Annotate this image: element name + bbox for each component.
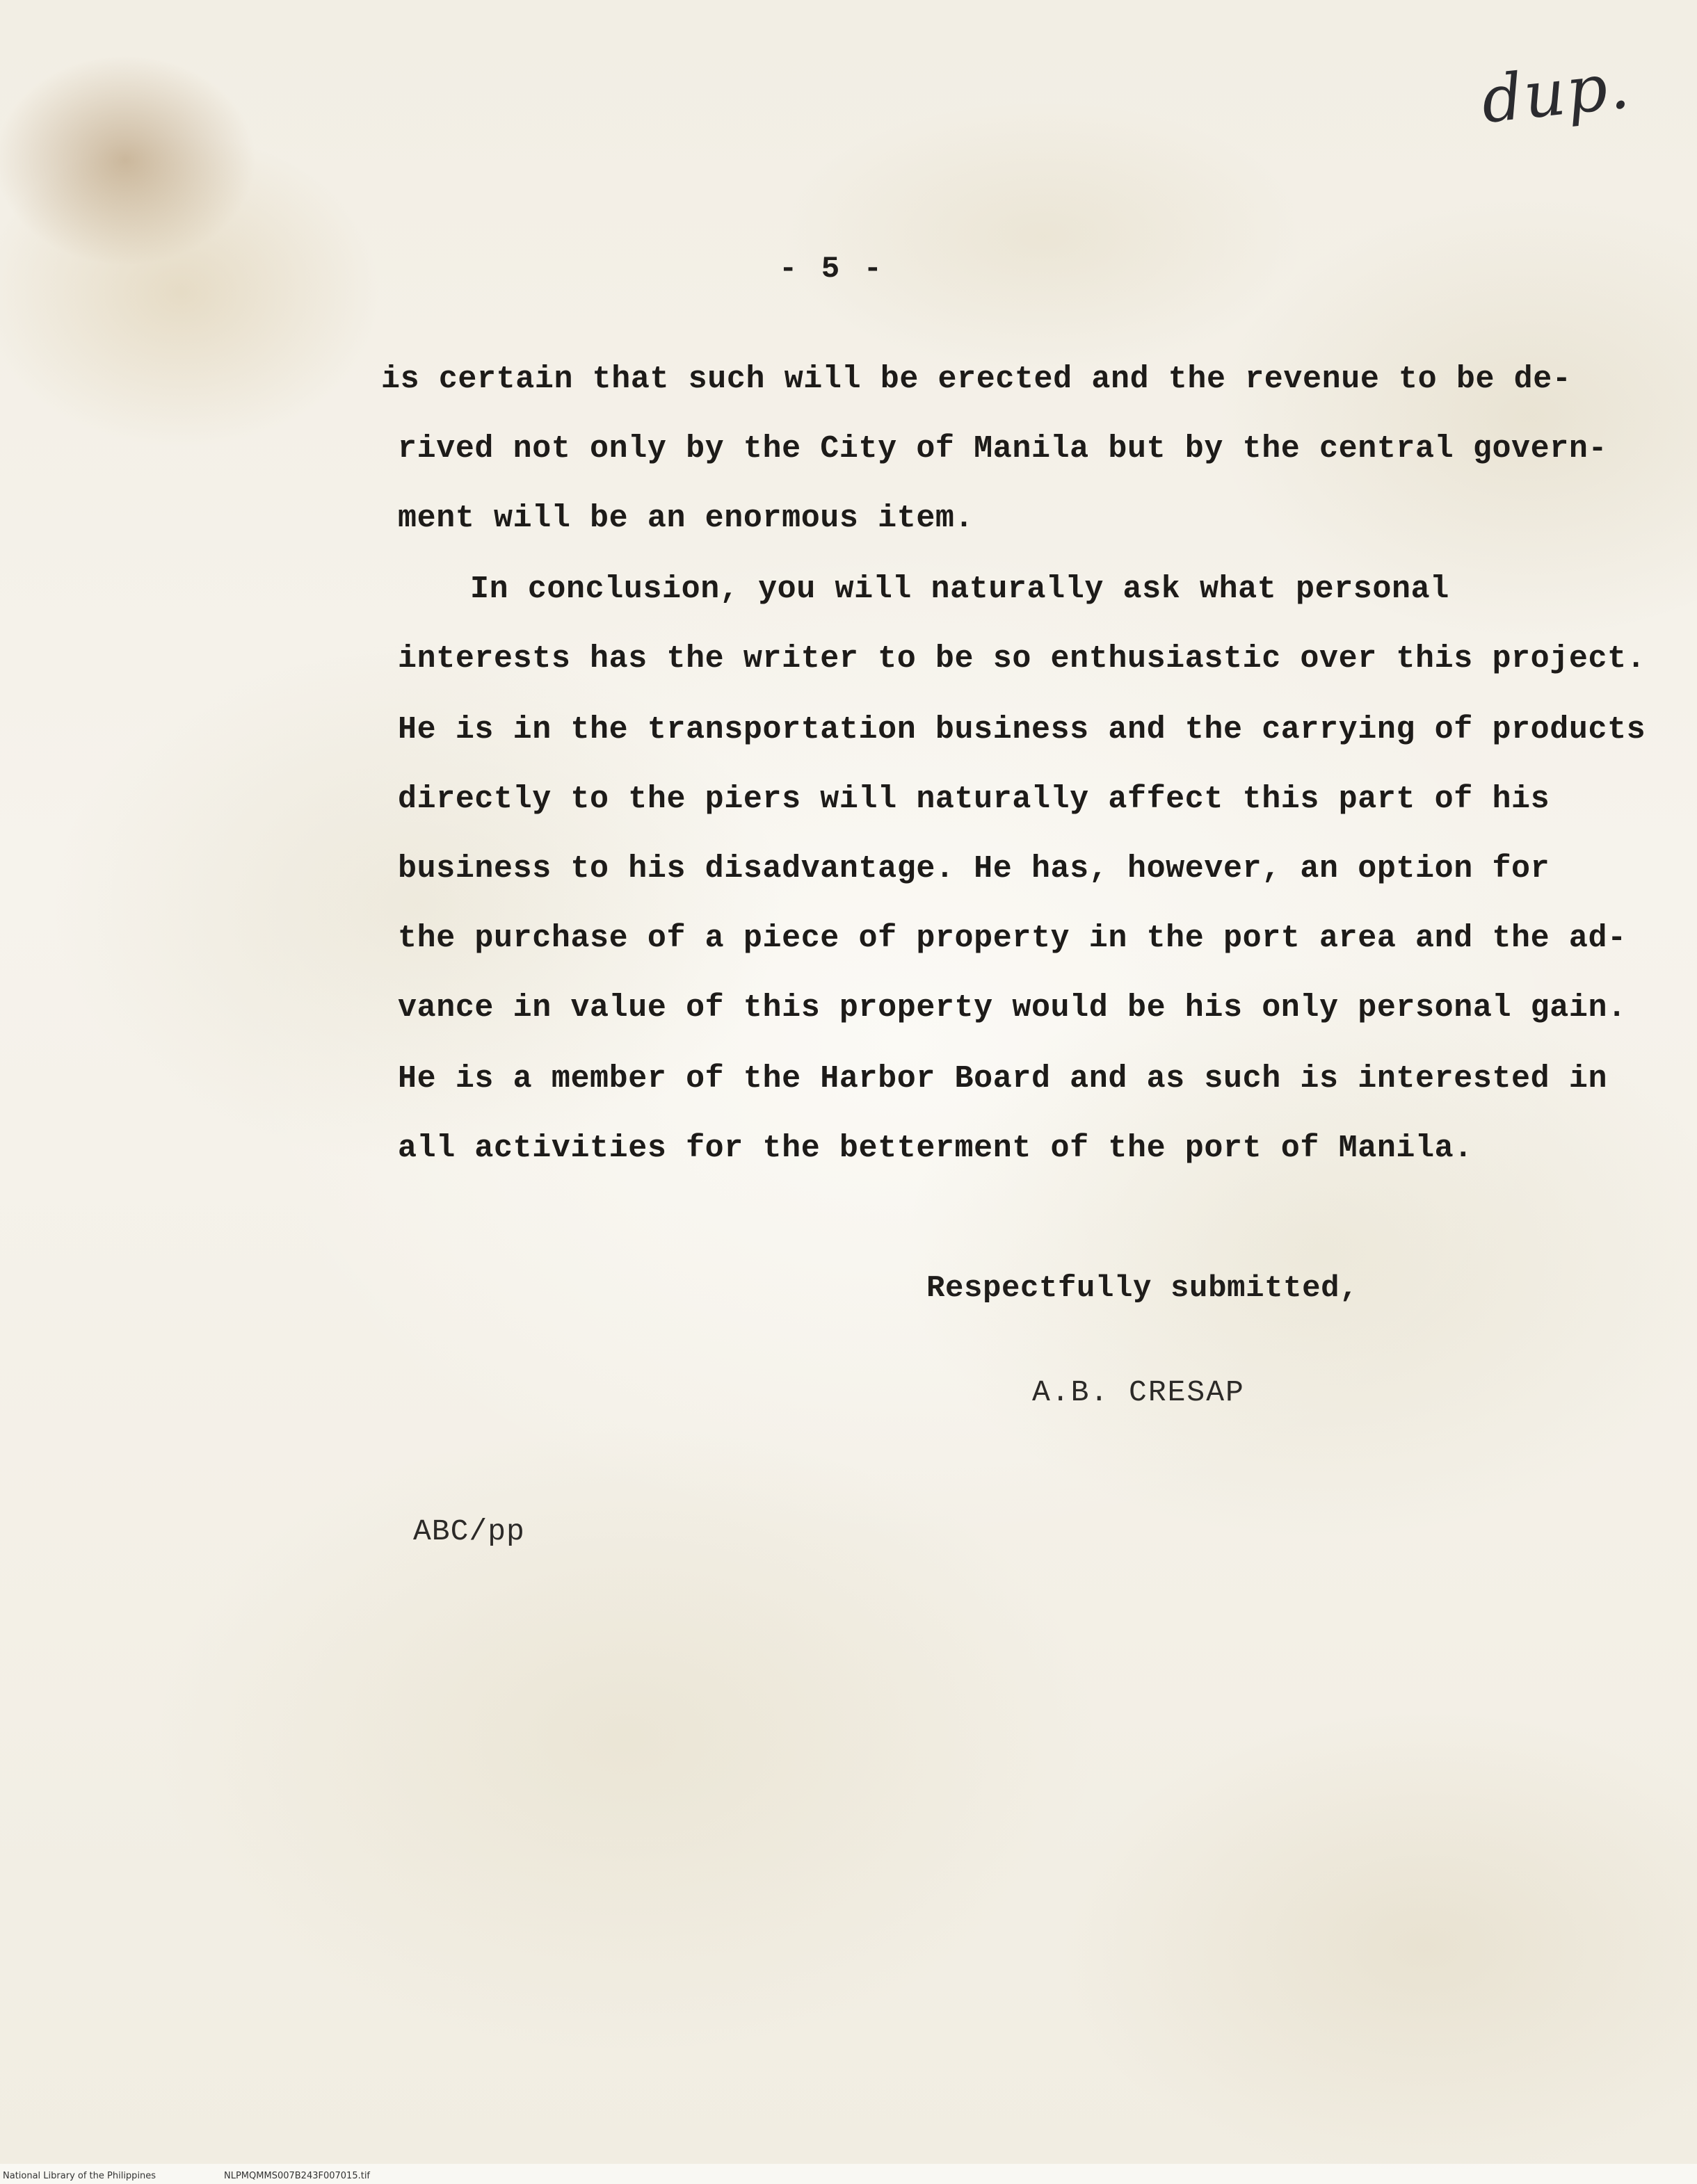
signatory-name: A.B. CRESAP <box>1032 1375 1245 1409</box>
body-line: In conclusion, you will naturally ask what personal <box>470 572 1449 607</box>
body-line: He is a member of the Harbor Board and as such is interested in <box>398 1061 1608 1097</box>
body-line: business to his disadvantage. He has, however, an option for <box>398 851 1550 887</box>
body-line: interests has the writer to be so enthusiastic over this project. <box>398 641 1646 677</box>
body-line: all activities for the betterment of the port of Manila. <box>398 1131 1473 1166</box>
footer-institution: National Library of the Philippines <box>3 2171 156 2181</box>
body-line: directly to the piers will naturally affect this part of his <box>398 782 1550 817</box>
body-line: vance in value of this property would be his only personal gain. <box>398 990 1627 1026</box>
closing-salutation: Respectfully submitted, <box>926 1271 1359 1306</box>
body-line: the purchase of a piece of property in the port area and the ad- <box>398 921 1627 956</box>
body-line: He is in the transportation business and the carrying of products <box>398 712 1646 747</box>
reference-initials: ABC/pp <box>413 1514 525 1548</box>
body-line: ment will be an enormous item. <box>398 501 974 536</box>
footer-filename: NLPMQMMS007B243F007015.tif <box>224 2171 371 2181</box>
body-line: rived not only by the City of Manila but by the central govern- <box>398 431 1608 467</box>
handwritten-note: dup. <box>1477 48 1634 138</box>
scan-footer <box>0 2164 1697 2184</box>
page-number: - 5 - <box>779 252 885 286</box>
body-line: is certain that such will be erected and the revenue to be de- <box>381 362 1572 397</box>
